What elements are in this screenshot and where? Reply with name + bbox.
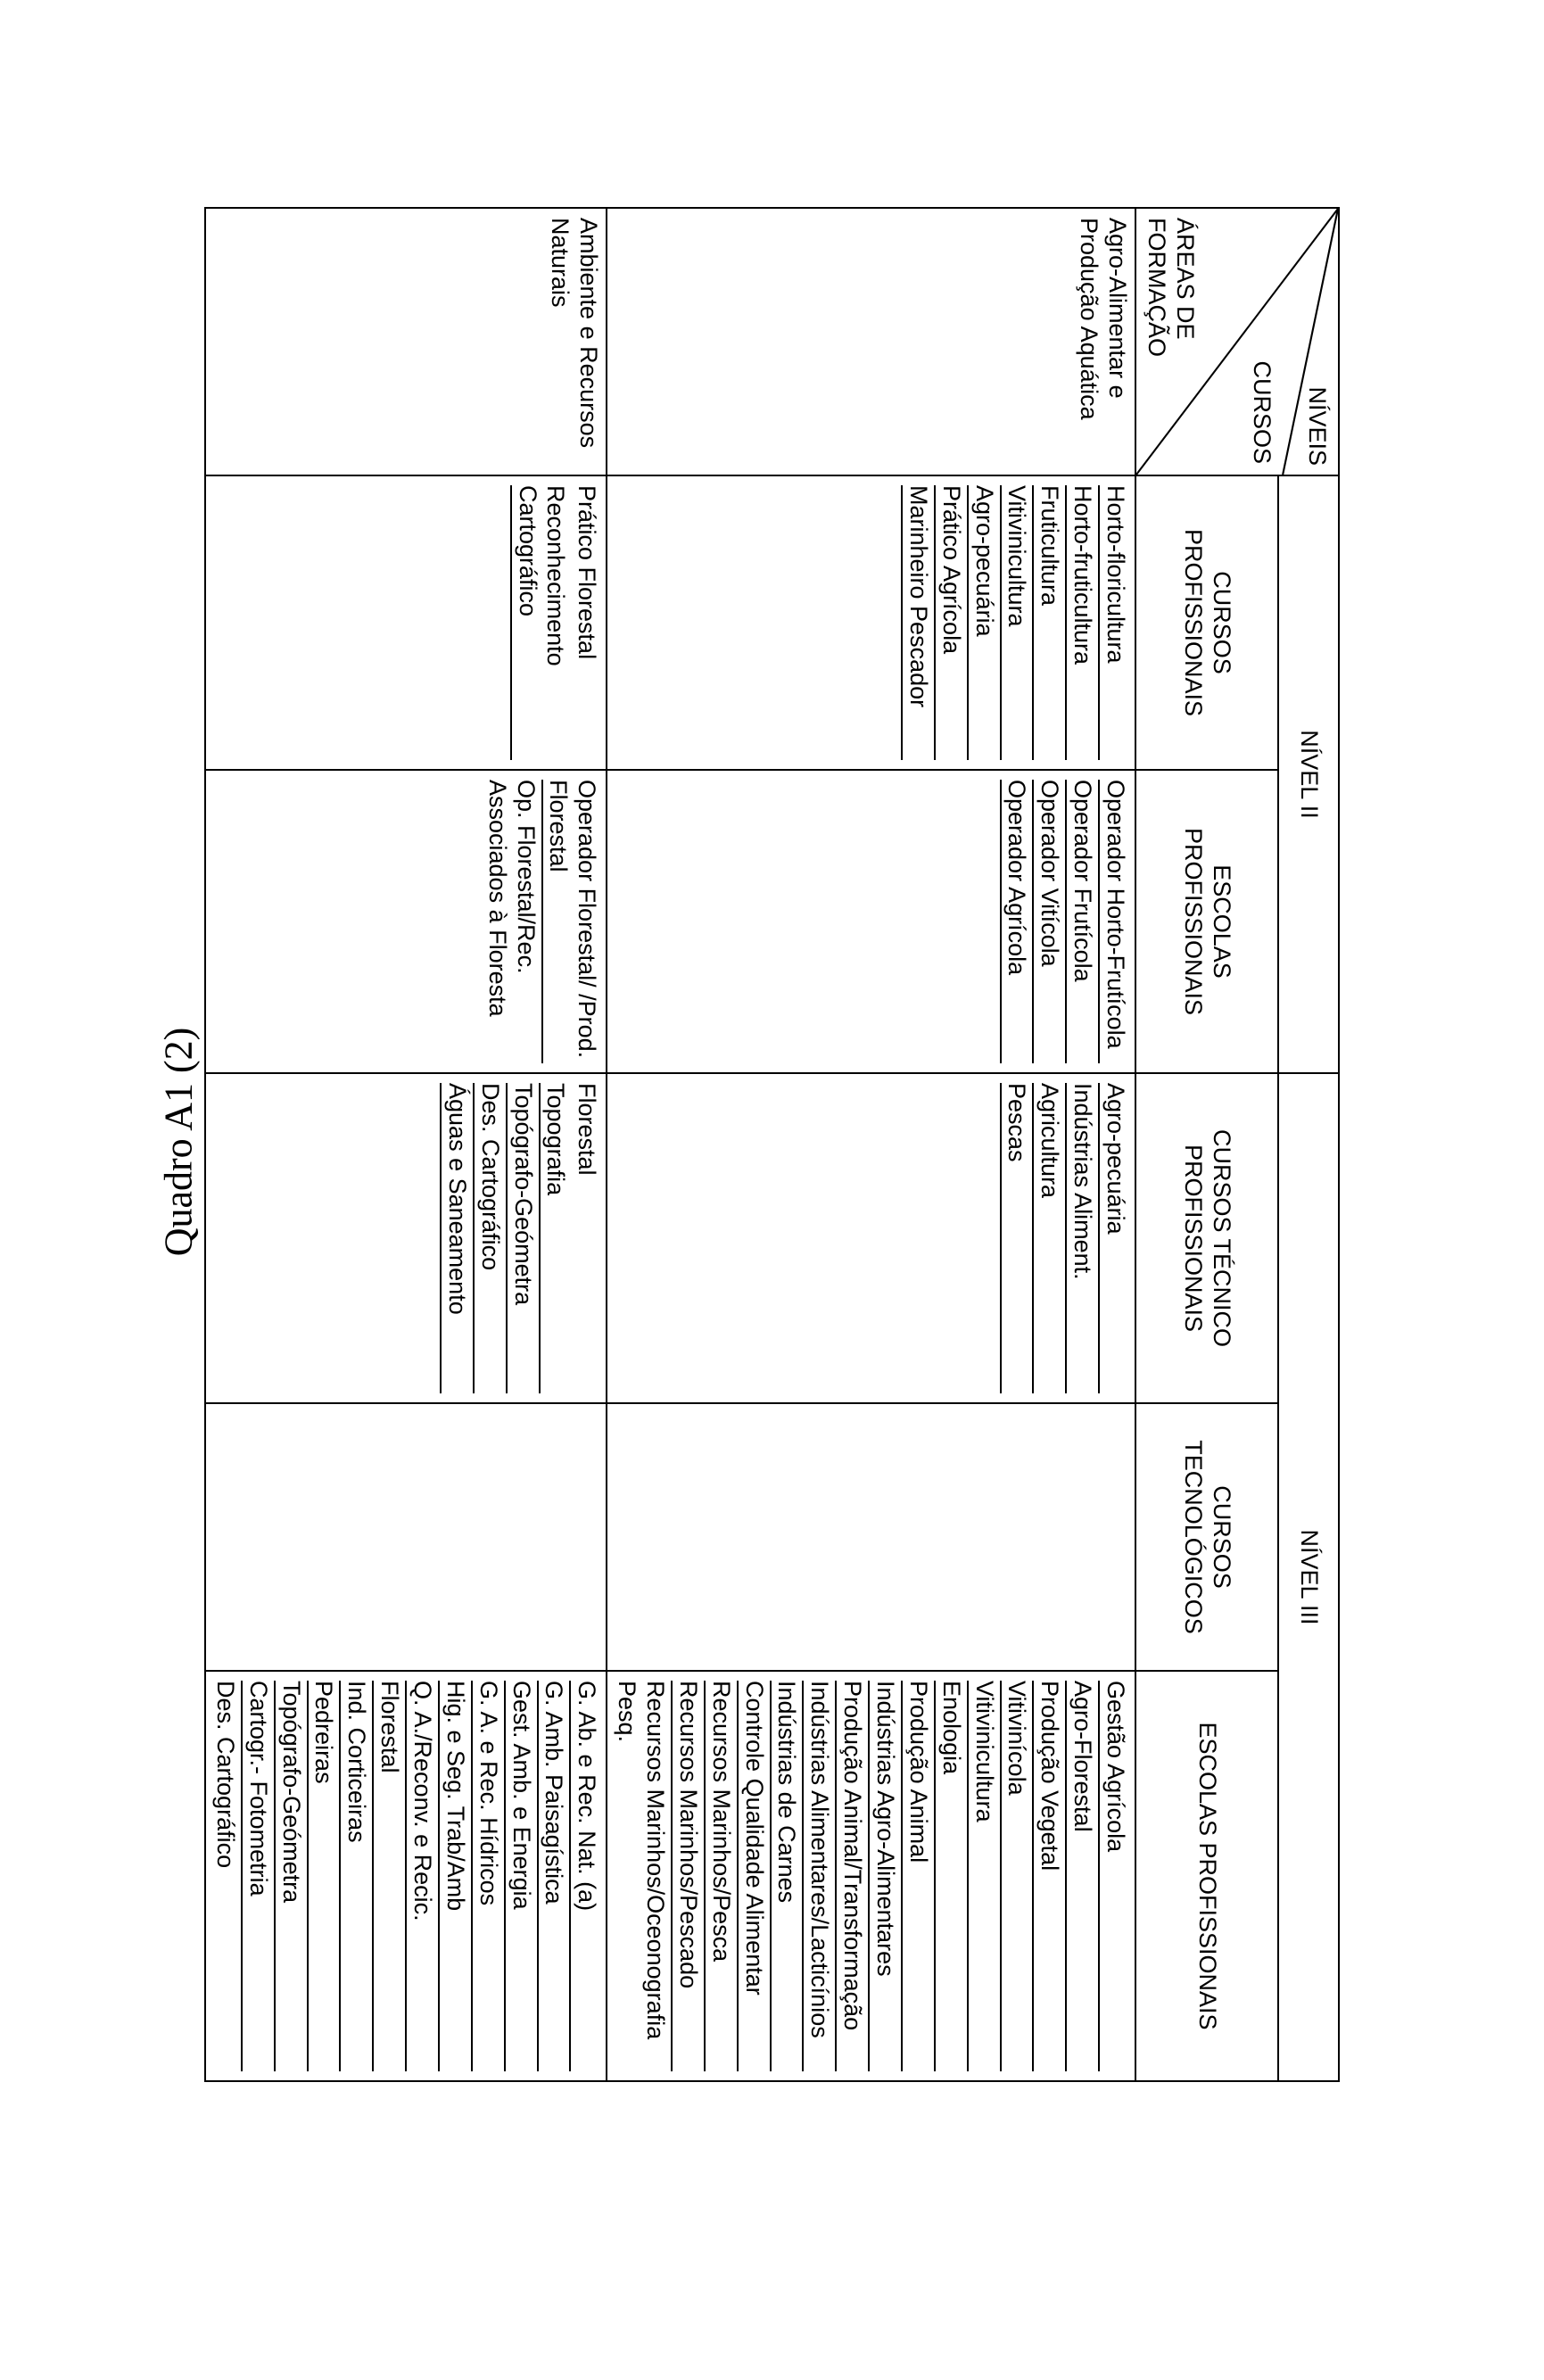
- list-item: Recursos Marinhos/Pescado: [671, 1681, 704, 2071]
- areas-label: ÁREAS DE FORMAÇÃO: [1143, 218, 1199, 358]
- list-item: Operador Frutícola: [1065, 780, 1098, 1063]
- list-item: Águas e Saneamento: [440, 1083, 473, 1393]
- tecnologicos-cell: [607, 1403, 1135, 1671]
- area-cell: [205, 208, 607, 475]
- list-item: Enologia: [934, 1681, 967, 2071]
- list-item: Pedreiras: [307, 1681, 340, 2071]
- area-cell: [607, 208, 1135, 475]
- list-item: Reconhecimento Cartográfico: [510, 485, 572, 760]
- col-cursos-profissionais: CURSOS PROFISSIONAIS: [1135, 475, 1278, 770]
- tecnico-profissionais-cell: [205, 1073, 607, 1403]
- escolas-profissionais-3-cell: [205, 1671, 607, 2081]
- list-item: Agro-pecuária: [1098, 1083, 1131, 1393]
- list-item: Produção Animal: [901, 1681, 934, 2071]
- list-item: Topografia: [539, 1083, 572, 1393]
- area-name: Ambiente e Recursos Naturais: [547, 218, 603, 449]
- list-item: Recursos Marinhos/Pesca: [704, 1681, 737, 2071]
- list-item: Operador Agrícola: [1000, 780, 1033, 1063]
- corner-header: [1135, 208, 1339, 475]
- list-item: Op. Florestal/Rec. Associados à Floresta: [483, 780, 540, 1017]
- list-item: Prático Agrícola: [934, 485, 967, 760]
- list-item: Topógrafo-Geómetra: [506, 1083, 539, 1393]
- list-item: Q. A./Reconv. e Recic.: [405, 1681, 438, 2071]
- list-item: Prático Florestal: [574, 485, 601, 660]
- list-item: Gest. Amb. e Energia: [504, 1681, 537, 2071]
- list-item: Agricultura: [1032, 1083, 1065, 1393]
- list-item: Produção Animal/Transformação: [835, 1681, 868, 2071]
- list-item: Des. Cartográfico: [211, 1681, 239, 1869]
- escolas-profissionais-3-cell: [607, 1671, 1135, 2081]
- escolas-profissionais-cell: [205, 770, 607, 1073]
- niveis-label: NÍVEIS: [1304, 386, 1331, 466]
- list-item: Marinheiro Pescador: [901, 485, 934, 760]
- nivel-2-header: NÍVEL II: [1278, 475, 1339, 1073]
- list-item: Indústrias Agro-Alimentares: [868, 1681, 901, 2071]
- table-row: [607, 208, 1135, 2081]
- list-item: Cartogr.- Fotometria: [241, 1681, 274, 2071]
- list-item: Controle Qualidade Alimentar: [737, 1681, 770, 2071]
- cursos-profissionais-cell: [205, 475, 607, 770]
- col-escolas-profissionais: ESCOLAS PROFISSIONAIS: [1135, 770, 1278, 1073]
- list-item: Fruticultura: [1032, 485, 1065, 760]
- list-item: Operador Vitícola: [1032, 780, 1065, 1063]
- cursos-label: CURSOS: [1249, 360, 1276, 464]
- list-item: Horto-fruticultura: [1065, 485, 1098, 760]
- list-item: Operador Florestal/ /Prod. Florestal: [541, 780, 603, 1063]
- list-item: Operador Horto-Frutícola: [1098, 780, 1131, 1063]
- list-item: Horto-floricultura: [1098, 485, 1131, 760]
- list-item: Vitivinícola: [1000, 1681, 1033, 2071]
- col-cursos-tecnico-profissionais: CURSOS TÉCNICO PROFISSIONAIS: [1135, 1073, 1278, 1403]
- list-item: Des. Cartográfico: [473, 1083, 506, 1393]
- page-title: Quadro A1 (2): [156, 1027, 201, 1257]
- list-item: Recursos Marinhos/Oceonografia Pesq.: [614, 1681, 669, 2040]
- list-item: Indústrias Alimentares/Lacticínios: [802, 1681, 835, 2071]
- cursos-profissionais-cell: [607, 475, 1135, 770]
- col-escolas-profissionais-3: ESCOLAS PROFISSIONAIS: [1135, 1671, 1278, 2081]
- list-item: Florestal: [574, 1083, 601, 1176]
- nivel-3-header: NÍVEL III: [1278, 1073, 1339, 2081]
- list-item: Agro-Florestal: [1065, 1681, 1098, 2071]
- list-item: Indústrias de Carnes: [770, 1681, 803, 2071]
- escolas-profissionais-cell: [607, 770, 1135, 1073]
- tecnico-profissionais-cell: [607, 1073, 1135, 1403]
- tecnologicos-cell: [205, 1403, 607, 1671]
- list-item: Pescas: [1000, 1083, 1033, 1393]
- rotated-table-container: [211, 207, 1340, 2080]
- list-item: Ind. Corticeiras: [339, 1681, 372, 2071]
- list-item: Vitivinicultura: [1000, 485, 1033, 760]
- col-cursos-tecnologicos: CURSOS TECNOLÓGICOS: [1135, 1403, 1278, 1671]
- list-item: Hig. e Seg. Trab/Amb: [438, 1681, 471, 2071]
- list-item: Vitivinicultura: [967, 1681, 1000, 2071]
- area-name: Agro-Alimentar e Produção Aquática: [1076, 218, 1131, 420]
- list-item: Produção Vegetal: [1032, 1681, 1065, 2071]
- list-item: Gestão Agrícola: [1098, 1681, 1131, 2071]
- list-item: G. Ab. e Rec. Nat. (a): [569, 1681, 602, 2071]
- list-item: G. Amb. Paisagística: [537, 1681, 570, 2071]
- table-row: [205, 208, 607, 2081]
- list-item: Agro-pecuária: [967, 485, 1000, 760]
- list-item: Topógrafo-Geómetra: [274, 1681, 307, 2071]
- list-item: Florestal: [372, 1681, 405, 2071]
- list-item: Indústrias Aliment.: [1065, 1083, 1098, 1393]
- courses-table: [204, 207, 1340, 2082]
- list-item: G. A. e Rec. Hídricos: [471, 1681, 504, 2071]
